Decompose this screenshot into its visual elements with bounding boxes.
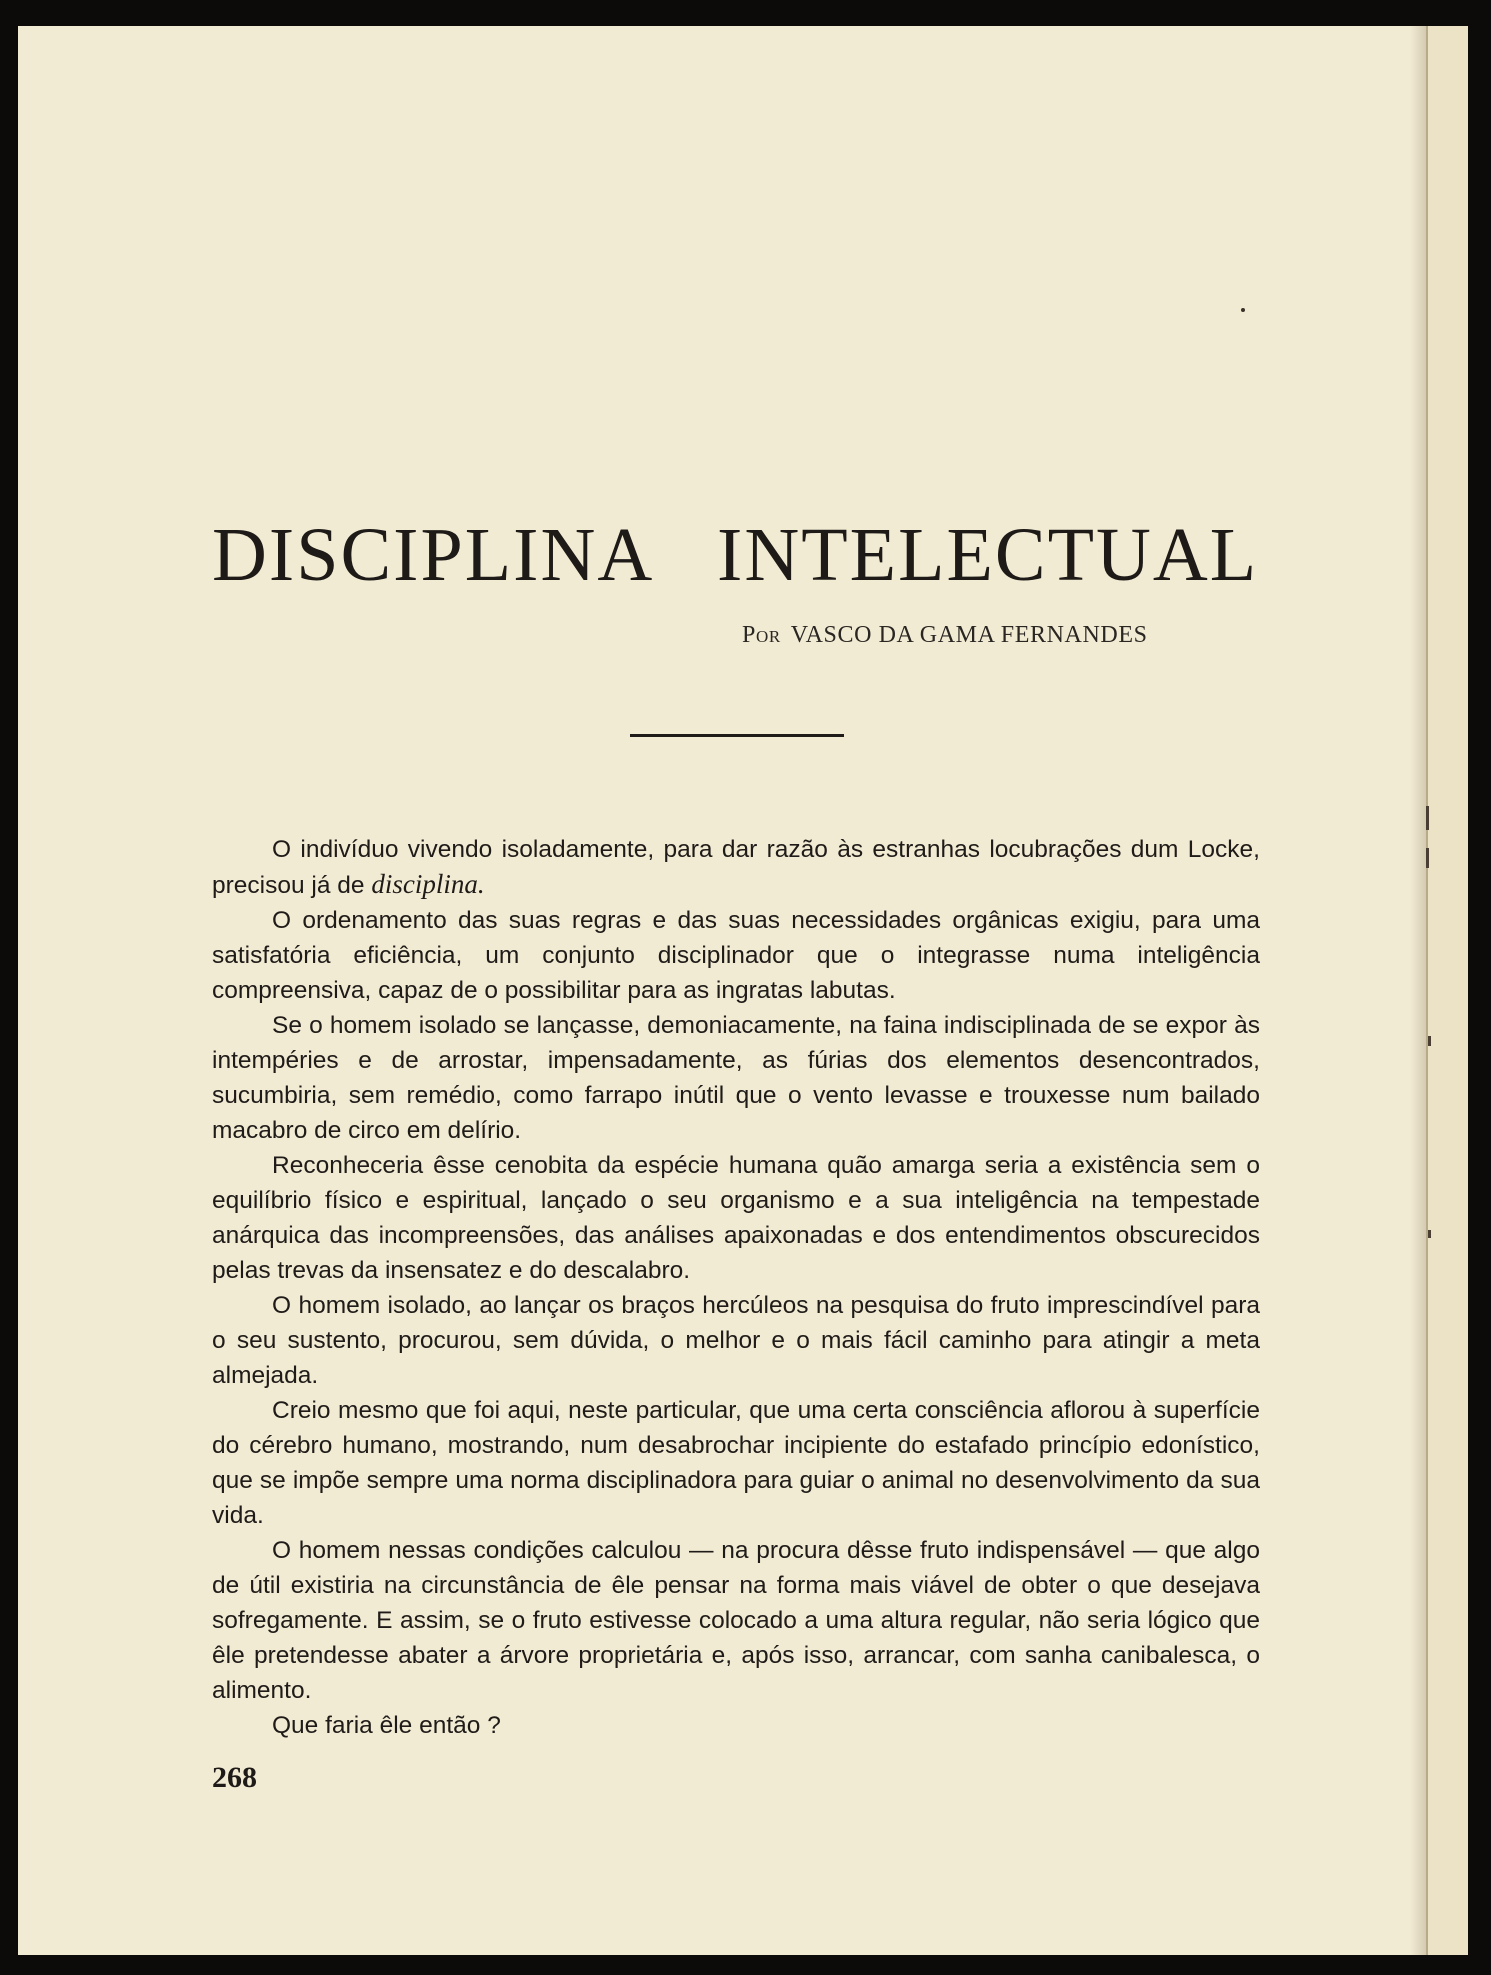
paragraph-3: Se o homem isolado se lançasse, demoniacamente, na faina indisciplinada de se expor às intempéries e de arrostar, impensadamente, as fúrias dos elementos desencontrados, sucumbiria, sem remédio, como farrapo inútil que o vento levasse e trouxesse num bailado macabro de circo em delírio.: [212, 1012, 1260, 1144]
paragraph-4: Reconheceria êsse cenobita da espécie humana quão amarga seria a existência sem o equilíbrio físico e espiritual, lançado o seu organismo e a sua inteligência na tempestade anárquica das incompreensões, das análises apaixonadas e dos entendimentos obscurecidos pelas trevas da insensatez e do descalabro.: [212, 1152, 1260, 1284]
book-page: [18, 26, 1455, 1955]
paragraph-6: Creio mesmo que foi aqui, neste particular, que uma certa consciência aflorou à superfície do cérebro humano, mostrando, num desabrochar incipiente do estafado princípio edonístico, que se impõe sempre uma norma disciplinadora para guiar o animal no desenvolvimento da sua vida.: [212, 1397, 1260, 1529]
author-name: VASCO DA GAMA FERNANDES: [790, 622, 1148, 648]
paragraph-8: Que faria êle então ?: [272, 1712, 501, 1739]
paragraph-5: O homem isolado, ao lançar os braços hercúleos na pesquisa do fruto imprescindível para o seu sustento, procurou, sem dúvida, o melhor e o mais fácil caminho para atingir a meta almejada.: [212, 1292, 1260, 1389]
paragraph-7: O homem nessas condições calculou — na procura dêsse fruto indispensável — que algo de útil existiria na circunstância de êle pensar na forma mais viável de obter o que desejava sofregamente. E assim, se o fruto estivesse colocado a uma altura regular, não seria lógico que êle pretendesse abater a árvore proprietária e, após isso, arrancar, com sanha canibalesca, o alimento.: [212, 1537, 1260, 1704]
title-divider: [630, 734, 844, 737]
page-gutter-shadow: [1410, 26, 1426, 1955]
article-body: [212, 832, 1260, 1743]
paragraph-1: O indivíduo vivendo isoladamente, para dar razão às estranhas locubrações dum Locke, precisou já de disciplina.: [212, 836, 1260, 899]
page-edge-mark: [1426, 806, 1429, 830]
adjacent-page-edge: [1426, 26, 1468, 1955]
article-title: DISCIPLINA INTELECTUAL: [212, 513, 1259, 597]
byline: [742, 622, 1148, 649]
speck: [1241, 308, 1245, 312]
page-edge-mark: [1428, 1036, 1431, 1046]
byline-prefix: Por: [742, 622, 781, 648]
page-number: 268: [212, 1761, 257, 1794]
page-edge-mark: [1428, 1230, 1431, 1238]
page-edge-mark: [1426, 848, 1429, 868]
paragraph-2: O ordenamento das suas regras e das suas necessidades orgânicas exigiu, para uma satisfatória eficiência, um conjunto disciplinador que o integrasse numa inteligência compreensiva, capaz de o possibilitar para as ingratas labutas.: [212, 907, 1260, 1004]
emphasized-word: disciplina.: [371, 869, 485, 899]
